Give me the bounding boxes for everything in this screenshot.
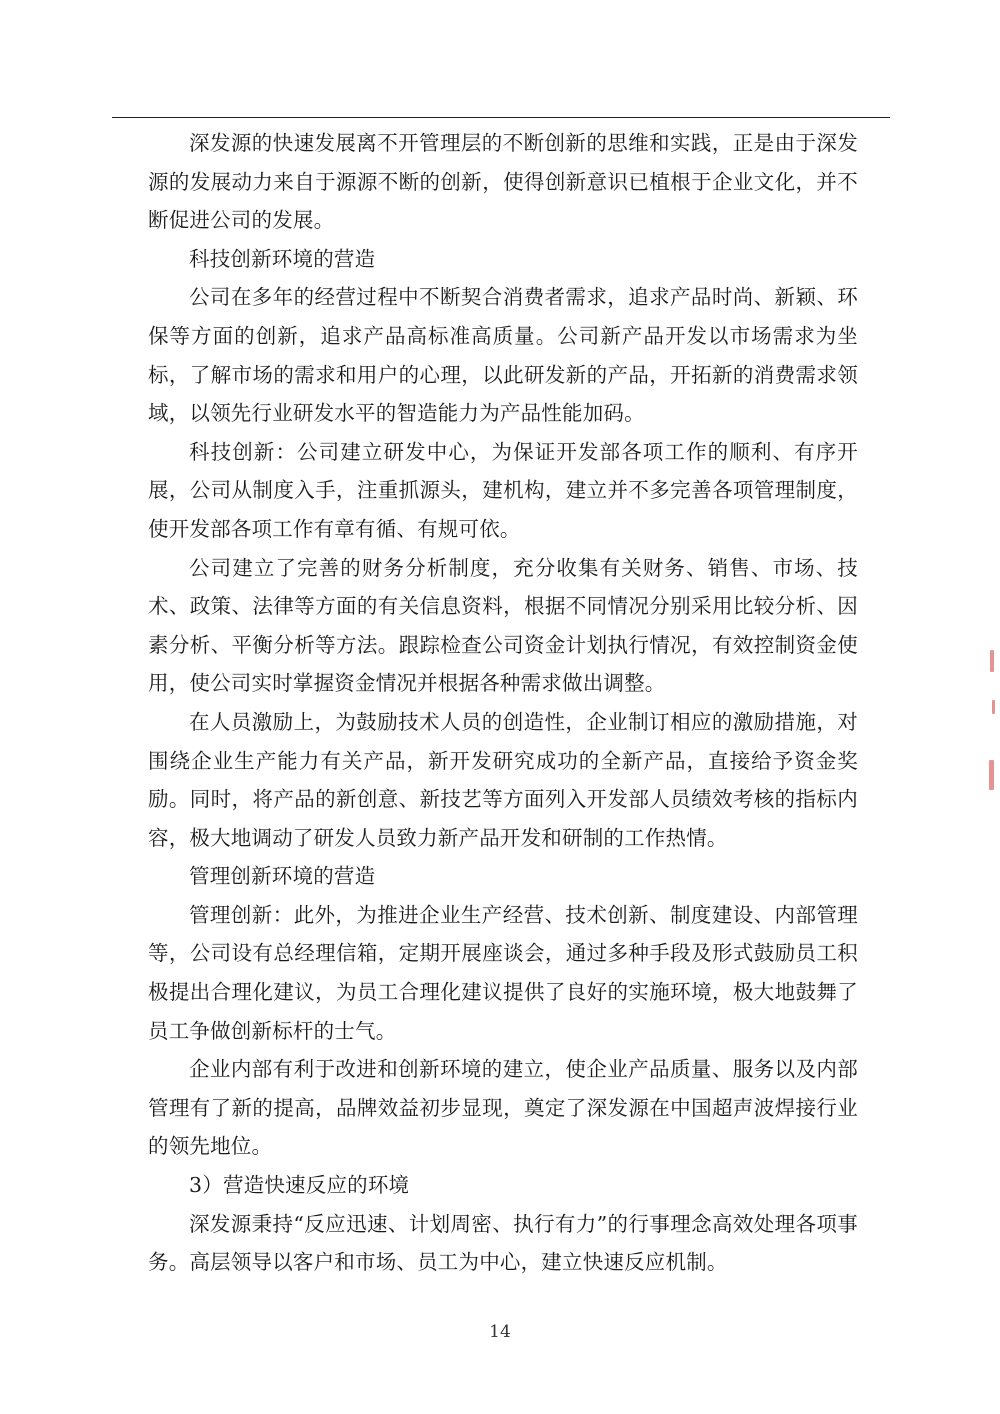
section-heading: 管理创新环境的营造 (189, 864, 376, 889)
document-body (148, 124, 858, 1282)
header-rule (112, 117, 890, 118)
section-heading: 3）营造快速反应的环境 (189, 1173, 410, 1198)
paragraph: 公司建立了完善的财务分析制度，充分收集有关财务、销售、市场、技术、政策、法律等方面的有关信息资料，根据不同情况分别采用比较分析、因素分析、平衡分析等方法。跟踪检查公司资金计划执行情况，有效控制资金使用，使公司实时掌握资金情况并根据各种需求做出调整。 (148, 555, 858, 696)
paragraph: 深发源的快速发展离不开管理层的不断创新的思维和实践，正是由于深发源的发展动力来自于源源不断的创新，使得创新意识已植根于企业文化，并不断促进公司的发展。 (148, 131, 858, 233)
paragraph: 在人员激励上，为鼓励技术人员的创造性，企业制订相应的激励措施，对围绕企业生产能力有关产品，新开发研究成功的全新产品，直接给予资金奖励。同时，将产品的新创意、新技艺等方面列入开发部人员绩效考核的指标内容，极大地调动了研发人员致力新产品开发和研制的工作热情。 (148, 709, 858, 850)
paragraph: 科技创新：公司建立研发中心，为保证开发部各项工作的顺利、有序开展，公司从制度入手，注重抓源头，建机构，建立并不多完善各项管理制度，使开发部各项工作有章有循、有规可依。 (148, 439, 858, 541)
page-number: 14 (489, 1322, 511, 1342)
section-heading: 科技创新环境的营造 (189, 246, 376, 271)
paragraph: 公司在多年的经营过程中不断契合消费者需求，追求产品时尚、新颖、环保等方面的创新，追求产品高标准高质量。公司新产品开发以市场需求为坐标，了解市场的需求和用户的心理，以此研发新的产品，开拓新的消费需求领域，以领先行业研发水平的智造能力为产品性能加码。 (148, 285, 858, 426)
paragraph: 企业内部有利于改进和创新环境的建立，使企业产品质量、服务以及内部管理有了新的提高，品牌效益初步显现，奠定了深发源在中国超声波焊接行业的领先地位。 (148, 1057, 858, 1159)
scan-edge-mark (992, 700, 995, 714)
scan-edge-mark (989, 760, 994, 790)
paragraph: 管理创新：此外，为推进企业生产经营、技术创新、制度建设、内部管理等，公司设有总经理信箱，定期开展座谈会，通过多种手段及形式鼓励员工积极提出合理化建议，为员工合理化建议提供了良好的实施环境，极大地鼓舞了员工争做创新标杆的士气。 (148, 902, 858, 1043)
paragraph: 深发源秉持“反应迅速、计划周密、执行有力”的行事理念高效处理各项事务。高层领导以客户和市场、员工为中心，建立快速反应机制。 (148, 1211, 858, 1275)
scan-edge-mark (990, 650, 994, 672)
